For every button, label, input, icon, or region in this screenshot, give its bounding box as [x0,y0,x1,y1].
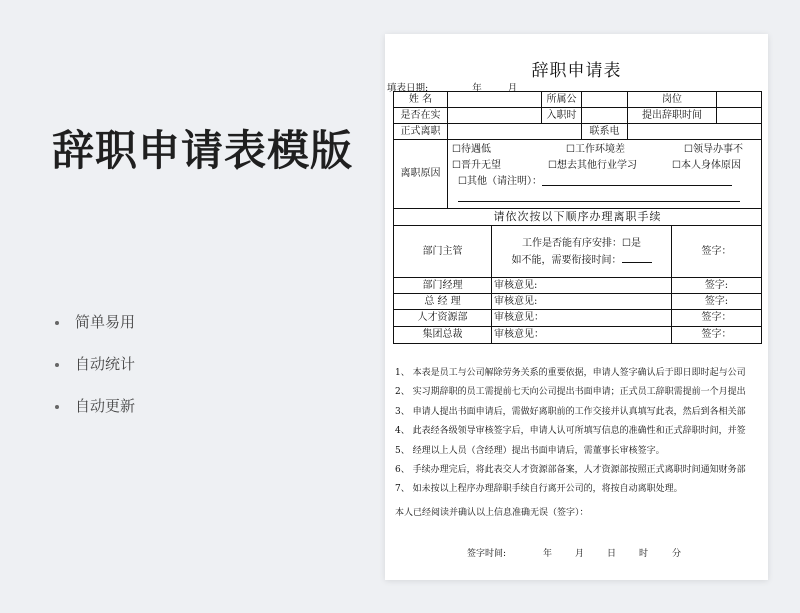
opinion-field[interactable]: 审核意见: [492,278,672,294]
official-resign-field[interactable] [448,124,582,140]
document-preview [385,34,768,580]
note-item: 7、 如未按以上程序办理辞职手续自行离开公司的，将按自动离职处理。 [395,484,683,495]
resignation-form-table [393,91,762,344]
intern-field[interactable] [448,108,542,124]
reason-checkbox[interactable]: ☐想去其他行业学习 [548,160,637,171]
approver-label: 人才资源部 [394,310,492,327]
department-label: 所属公 [542,92,582,108]
note-item: 5、 经理以上人员（含经理）提出书面申请后，需董事长审核签字。 [395,445,665,456]
contact-field[interactable] [628,124,762,140]
reason-options [448,140,762,209]
handover-time-field[interactable] [622,262,652,263]
confirm-statement: 本人已经阅读并确认以上信息准确无误（签字）： [395,508,589,518]
signature-field[interactable]: 签字： [672,310,762,327]
note-item: 4、 此表经各级领导审核签字后，申请人认可所填写信息的准确性和正式辞职时间，并签 [395,426,746,437]
join-date-label: 入职时 [542,108,582,124]
approver-label: 总 经 理 [394,294,492,310]
time-unit: 月 [575,549,585,559]
reason-checkbox[interactable]: ☐领导办事不 [684,144,743,155]
note-item: 6、 手续办理完后，将此表交人才资源部备案，人才资源部按照正式离职时间通知财务部 [395,464,746,475]
department-field[interactable] [582,92,628,108]
arrangement-cell [492,226,672,278]
opinion-field[interactable]: 审核意见： [492,327,672,344]
feature-item: 自动更新 [55,396,135,417]
reason-checkbox[interactable]: ☐本人身体原因 [672,160,741,171]
position-label: 岗位 [628,92,717,108]
fill-date: 填表日期: 年 月 [387,83,518,93]
time-unit: 日 [607,549,617,559]
reason-label: 离职原因 [394,140,448,209]
time-unit: 分 [672,549,682,559]
procedure-header: 请依次按以下顺序办理离职手续 [394,209,762,226]
bullet-icon [55,321,59,325]
time-unit: 时 [639,549,649,559]
time-unit: 年 [543,549,553,559]
other-reason-line[interactable] [458,201,740,202]
note-item: 1、 本表是员工与公司解除劳务关系的重要依据，申请人签字确认后于即日即时起与公司 [395,368,746,378]
signature-field[interactable]: 签字: [672,278,762,294]
signature-field[interactable]: 签字: [672,294,762,310]
feature-item: 自动统计 [55,354,135,375]
opinion-field[interactable]: 审核意见: [492,294,672,310]
join-date-field[interactable] [582,108,628,124]
signature-field[interactable]: 签字： [672,327,762,344]
resign-date-label: 提出辞职时间 [628,108,717,124]
name-field[interactable] [448,92,542,108]
dept-head-signature[interactable]: 签字： [672,226,762,278]
reason-checkbox[interactable]: ☐其他（请注明）： [458,176,542,187]
sign-time-row [467,546,681,559]
other-reason-field[interactable] [542,185,732,186]
dept-head-label: 部门主管 [394,226,492,278]
approver-label: 部门经理 [394,278,492,294]
intern-label: 是否在实 [394,108,448,124]
reason-checkbox[interactable]: ☐晋升无望 [452,160,501,171]
reason-checkbox[interactable]: ☐待遇低 [452,144,491,155]
bullet-icon [55,405,59,409]
name-label: 姓 名 [394,92,448,108]
position-field[interactable] [717,92,762,108]
hero-title: 辞职申请表模版 [52,126,354,175]
feature-list [55,312,135,438]
notes-list [395,364,767,500]
note-item: 2、 实习期辞职的员工需提前七天向公司提出书面申请；正式员工辞职需提前一个月提出 [395,387,746,398]
feature-item: 简单易用 [55,312,135,333]
sign-time-label: 签字时间: [467,549,507,559]
official-resign-label: 正式离职 [394,124,448,140]
handover-time-label: 如不能，需要衔接时间： [511,254,622,266]
note-item: 3、 申请人提出书面申请后，需做好离职前的工作交接并认真填写此表，然后到各相关部 [395,406,746,417]
bullet-icon [55,363,59,367]
opinion-field[interactable]: 审核意见： [492,310,672,327]
form-title: 辞职申请表 [531,61,622,81]
approver-label: 集团总裁 [394,327,492,344]
resign-date-field[interactable] [717,108,762,124]
reason-checkbox[interactable]: ☐工作环境差 [566,144,625,155]
arrangement-question: 工作是否能有序安排：☐是 [522,237,641,249]
contact-label: 联系电 [582,124,628,140]
